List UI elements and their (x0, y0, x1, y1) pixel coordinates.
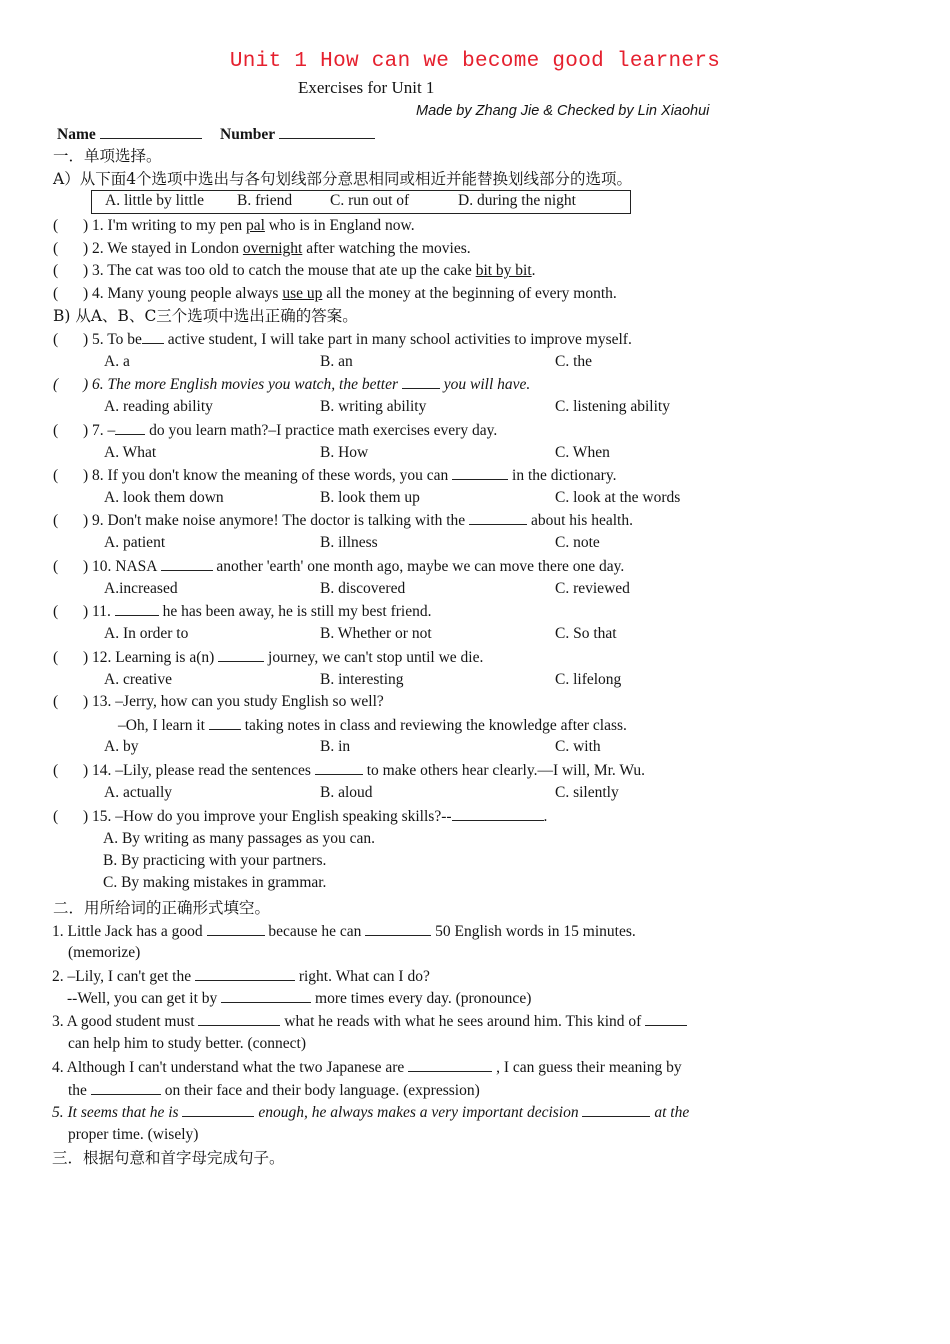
author-credit: Made by Zhang Jie & Checked by Lin Xiaohui (416, 103, 710, 119)
answer-bracket[interactable]: ( (53, 376, 59, 393)
question-text: The cat was too old to catch the mouse that ate up the cake (103, 262, 476, 279)
answer-option[interactable]: C. When (555, 444, 610, 461)
question-text: We stayed in London (103, 240, 243, 257)
question-text: journey, we can't stop until we die. (264, 649, 484, 666)
fill-2-text-c: --Well, you can get it by (67, 990, 218, 1007)
fill-1-text-c: 50 English words in 15 minutes. (435, 923, 636, 940)
answer-option[interactable]: A. What (104, 444, 157, 461)
fill-blank[interactable] (365, 921, 431, 936)
fill-blank[interactable] (207, 921, 265, 936)
answer-bracket[interactable]: ( (53, 217, 59, 234)
fill-1-hint: (memorize) (68, 944, 141, 961)
answer-option[interactable]: A. creative (104, 671, 172, 688)
box-option-b: B. friend (237, 192, 293, 209)
question-row (53, 374, 530, 395)
fill-blank[interactable] (198, 1011, 280, 1026)
fill-item-3 (52, 1011, 687, 1032)
section2-heading: 二．用所给词的正确形式填空。 (53, 899, 271, 917)
answer-bracket[interactable]: ( (53, 285, 59, 302)
fill-blank[interactable] (182, 1102, 254, 1117)
fill-blank[interactable] (115, 601, 159, 616)
question-text: –How do you improve your English speaking skills?-- (111, 808, 452, 825)
question-text: – (103, 422, 116, 439)
question-text: If you don't know the meaning of these words, you can (103, 467, 453, 484)
question-text: –Oh, I learn it (118, 717, 209, 734)
fill-item-4-line2 (68, 1080, 480, 1101)
question-text: to make others hear clearly.—I will, Mr. Wu. (362, 762, 646, 779)
answer-option[interactable]: A. patient (104, 534, 166, 551)
fill-4-text-d: on their face and their body language. (expression) (164, 1082, 480, 1099)
answer-option[interactable]: B. look them up (320, 489, 420, 506)
underlined-phrase: overnight (242, 240, 303, 257)
answer-option[interactable]: B. interesting (320, 671, 404, 688)
fill-blank[interactable] (195, 966, 295, 981)
question-text: another 'earth' one month ago, maybe we can move there one day. (212, 558, 625, 575)
fill-item-1 (52, 921, 636, 942)
fill-4-text-a: 4. Although I can't understand what the two Japanese are (52, 1059, 405, 1076)
question-row (53, 556, 624, 577)
answer-option[interactable]: A. actually (104, 784, 173, 801)
question-text: he has been away, he is still my best friend. (158, 603, 432, 620)
option-box (91, 190, 631, 214)
answer-option[interactable]: C. look at the words (555, 489, 681, 506)
answer-option[interactable]: A. In order to (104, 625, 189, 642)
fill-5-text-a: 5. It seems that he is (52, 1104, 179, 1121)
fill-blank[interactable] (452, 465, 508, 480)
answer-option[interactable]: C. silently (555, 784, 619, 801)
question-text: –Lily, please read the sentences (111, 762, 315, 779)
answer-option[interactable]: A. a (104, 353, 130, 370)
fill-2-text-d: more times every day. (pronounce) (315, 990, 532, 1007)
answer-bracket[interactable]: ( (53, 331, 59, 348)
underlined-phrase: pal (245, 217, 265, 234)
answer-option[interactable]: B. Whether or not (320, 625, 432, 642)
question-row (53, 465, 616, 486)
question-row (53, 760, 645, 781)
question-text: in the dictionary. (508, 467, 617, 484)
fill-3-text-a: 3. A good student must (52, 1013, 195, 1030)
number-field[interactable] (220, 124, 375, 145)
box-option-d: D. during the night (458, 192, 576, 209)
fill-item-2-line2 (67, 988, 531, 1009)
question-text: To be (103, 331, 142, 348)
question-text: taking notes in class and reviewing the knowledge after class. (240, 717, 627, 734)
answer-option[interactable]: B. discovered (320, 580, 406, 597)
answer-option[interactable]: B. aloud (320, 784, 373, 801)
question-text: Don't make noise anymore! The doctor is talking with the (103, 512, 470, 529)
question-text: do you learn math?–I practice math exercises every day. (145, 422, 498, 439)
fill-4-text-b: , I can guess their meaning by (496, 1059, 682, 1076)
question-row (53, 329, 632, 350)
question-row-continuation (118, 715, 627, 736)
answer-bracket[interactable]: ( (53, 422, 59, 439)
question-row (53, 510, 633, 531)
question-number: ) 3. (83, 262, 104, 279)
question-text: NASA (111, 558, 161, 575)
name-field[interactable] (57, 124, 202, 145)
fill-blank[interactable] (221, 988, 311, 1003)
question-row (53, 647, 483, 668)
answer-option[interactable]: C. So that (555, 625, 617, 642)
answer-bracket[interactable]: ( (53, 558, 59, 575)
answer-bracket[interactable]: ( (53, 467, 59, 484)
question-row (53, 216, 415, 236)
fill-blank[interactable] (402, 374, 440, 389)
fill-blank[interactable] (582, 1102, 650, 1117)
fill-4-text-c: the (68, 1082, 87, 1099)
answer-option[interactable]: A. reading ability (104, 398, 213, 415)
number-label: Number (220, 126, 275, 143)
question-number: ) 14. (83, 762, 112, 779)
underlined-phrase: bit by bit (475, 262, 532, 279)
name-blank[interactable] (100, 124, 202, 139)
fill-blank[interactable] (161, 556, 213, 571)
question-number: ) 5. (83, 331, 104, 348)
question-text: . (531, 262, 536, 279)
box-option-a: A. little by little (105, 192, 205, 209)
question-text: active student, I will take part in many school activities to improve myself. (163, 331, 632, 348)
question-text: . (543, 808, 548, 825)
fill-2-text-a: 2. –Lily, I can't get the (52, 968, 192, 985)
answer-option[interactable]: B. illness (320, 534, 378, 551)
fill-3-hint: can help him to study better. (connect) (68, 1035, 307, 1052)
fill-blank[interactable] (469, 510, 527, 525)
fill-item-4 (52, 1057, 682, 1078)
fill-3-text-b: what he reads with what he sees around him. This kind of (284, 1013, 642, 1030)
answer-bracket[interactable]: ( (53, 603, 59, 620)
number-blank[interactable] (279, 124, 375, 139)
answer-option[interactable]: A. by (104, 738, 139, 755)
answer-bracket[interactable]: ( (53, 240, 59, 257)
section1-heading: 一．单项选择。 (53, 147, 162, 165)
question-row (53, 692, 384, 712)
fill-blank[interactable] (218, 647, 264, 662)
answer-bracket[interactable]: ( (53, 512, 59, 529)
fill-blank[interactable] (115, 420, 145, 435)
question-text: all the money at the beginning of every month. (322, 285, 617, 302)
question-text: I'm writing to my pen (103, 217, 246, 234)
answer-option[interactable]: C. note (555, 534, 600, 551)
fill-blank[interactable] (315, 760, 363, 775)
question-number: ) 12. (83, 649, 112, 666)
question-number: ) 6. (83, 376, 104, 393)
question-text: about his health. (527, 512, 633, 529)
question-text: The more English movies you watch, the better (103, 376, 402, 393)
fill-1-text-b: because he can (268, 923, 362, 940)
answer-option[interactable]: A. By writing as many passages as you can. (103, 830, 376, 847)
box-option-c: C. run out of (330, 192, 410, 209)
question-number: ) 15. (83, 808, 112, 825)
question-text: you will have. (439, 376, 531, 393)
question-number: ) 2. (83, 240, 104, 257)
answer-option[interactable]: C. lifelong (555, 671, 622, 688)
page-subtitle: Exercises for Unit 1 (298, 78, 435, 97)
answer-option[interactable]: A.increased (104, 580, 178, 597)
answer-option[interactable]: C. reviewed (555, 580, 630, 597)
question-row (53, 420, 497, 441)
fill-5-hint: proper time. (wisely) (68, 1126, 199, 1143)
fill-blank[interactable] (209, 715, 241, 730)
fill-blank[interactable] (142, 329, 164, 344)
question-row (53, 601, 431, 622)
part-b-instruction: B) 从A、B、C三个选项中选出正确的答案。 (53, 307, 358, 325)
fill-blank[interactable] (452, 806, 544, 821)
answer-bracket[interactable]: ( (53, 762, 59, 779)
fill-item-5 (52, 1102, 689, 1123)
answer-option[interactable]: C. listening ability (555, 398, 670, 415)
answer-option[interactable]: B. How (320, 444, 369, 461)
fill-5-text-c: at the (654, 1104, 690, 1121)
fill-2-text-b: right. What can I do? (298, 968, 430, 985)
answer-option[interactable]: B. writing ability (320, 398, 427, 415)
answer-bracket[interactable]: ( (53, 808, 59, 825)
name-label: Name (57, 126, 96, 143)
answer-option[interactable]: C. By making mistakes in grammar. (103, 874, 327, 891)
question-text: Learning is a(n) (111, 649, 219, 666)
question-row (53, 806, 547, 827)
fill-5-text-b: enough, he always makes a very important decision (258, 1104, 579, 1121)
question-number: ) 7. (83, 422, 104, 439)
question-text: who is in England now. (264, 217, 415, 234)
fill-blank[interactable] (645, 1011, 687, 1026)
question-number: ) 8. (83, 467, 104, 484)
question-number: ) 9. (83, 512, 104, 529)
question-number: ) 4. (83, 285, 104, 302)
question-text: after watching the movies. (302, 240, 471, 257)
page-title: Unit 1 How can we become good learners (229, 50, 721, 73)
answer-option[interactable]: B. in (320, 738, 351, 755)
question-row (53, 239, 471, 259)
fill-blank[interactable] (408, 1057, 492, 1072)
answer-option[interactable]: B. an (320, 353, 353, 370)
answer-bracket[interactable]: ( (53, 649, 59, 666)
question-number: ) 13. (83, 693, 112, 710)
answer-option[interactable]: C. with (555, 738, 601, 755)
fill-1-text-a: 1. Little Jack has a good (52, 923, 203, 940)
section3-heading: 三．根据句意和首字母完成句子。 (52, 1149, 285, 1167)
question-number: ) 10. (83, 558, 112, 575)
question-number: ) 1. (83, 217, 104, 234)
question-row (53, 284, 617, 304)
part-a-instruction: A）从下面4个选项中选出与各句划线部分意思相同或相近并能替换划线部分的选项。 (53, 170, 633, 188)
answer-option[interactable]: C. the (555, 353, 593, 370)
question-number: ) 11. (83, 603, 111, 620)
answer-option[interactable]: B. By practicing with your partners. (103, 852, 327, 869)
fill-item-2 (52, 966, 430, 987)
answer-option[interactable]: A. look them down (104, 489, 224, 506)
question-text: –Jerry, how can you study English so well? (111, 693, 384, 710)
fill-blank[interactable] (91, 1080, 161, 1095)
answer-bracket[interactable]: ( (53, 262, 59, 279)
answer-bracket[interactable]: ( (53, 693, 59, 710)
question-row (53, 261, 536, 281)
underlined-phrase: use up (282, 285, 323, 302)
question-text: Many young people always (103, 285, 283, 302)
